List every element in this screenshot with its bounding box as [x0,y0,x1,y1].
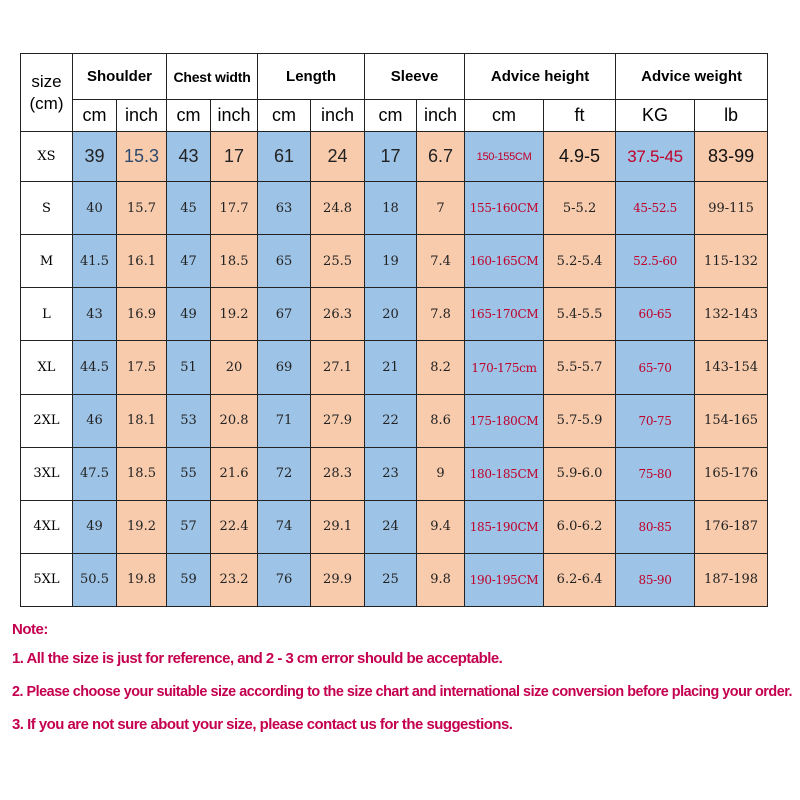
header-row-groups [21,54,768,100]
table-cell: 19.8 [117,553,167,606]
table-cell: 23 [365,447,417,500]
table-cell: 39 [73,132,117,182]
table-cell: 52.5-60 [616,235,695,288]
table-cell: 99-115 [695,182,768,235]
table-cell: 16.9 [117,288,167,341]
table-row [21,553,768,606]
table-cell: 49 [73,500,117,553]
table-cell: 9.4 [417,500,465,553]
table-cell: 170-175cm [465,341,544,394]
table-cell: 41.5 [73,235,117,288]
table-cell: 20 [365,288,417,341]
table-cell: 47 [167,235,211,288]
table-cell: 75-80 [616,447,695,500]
notes-title: Note: [12,621,48,638]
table-cell: 7.8 [417,288,465,341]
note-line: 2. Please choose your suitable size according to the size chart and international size conversion before placing your order. [12,683,793,700]
table-cell: 26.3 [311,288,365,341]
unit-header: KG [616,100,695,132]
table-cell: 29.9 [311,553,365,606]
table-cell: 155-160CM [465,182,544,235]
table-cell: 28.3 [311,447,365,500]
table-cell: 49 [167,288,211,341]
table-cell: 6.0-6.2 [544,500,616,553]
size-label: XS [21,132,73,182]
table-cell: 37.5-45 [616,132,695,182]
table-cell: 19 [365,235,417,288]
table-cell: 5.9-6.0 [544,447,616,500]
table-cell: 27.9 [311,394,365,447]
table-cell: 20 [211,341,258,394]
table-cell: 175-180CM [465,394,544,447]
table-cell: 143-154 [695,341,768,394]
table-row [21,132,768,182]
table-cell: 50.5 [73,553,117,606]
table-cell: 9.8 [417,553,465,606]
table-cell: 69 [258,341,311,394]
table-cell: 24.8 [311,182,365,235]
table-cell: 17 [211,132,258,182]
table-cell: 160-165CM [465,235,544,288]
table-cell: 43 [167,132,211,182]
unit-header: inch [211,100,258,132]
table-cell: 15.7 [117,182,167,235]
header-row-units [21,100,768,132]
table-cell: 23.2 [211,553,258,606]
unit-header: lb [695,100,768,132]
table-cell: 18 [365,182,417,235]
unit-header: cm [73,100,117,132]
table-cell: 24 [311,132,365,182]
unit-header: inch [417,100,465,132]
table-row [21,288,768,341]
table-cell: 85-90 [616,553,695,606]
table-cell: 71 [258,394,311,447]
table-cell: 16.1 [117,235,167,288]
corner-unit-label: (cm) [29,93,64,113]
note-line: 3. If you are not sure about your size, please contact us for the suggestions. [12,716,513,733]
table-cell: 70-75 [616,394,695,447]
size-label: M [21,235,73,288]
table-cell: 9 [417,447,465,500]
table-cell: 46 [73,394,117,447]
table-cell: 19.2 [211,288,258,341]
unit-header: inch [311,100,365,132]
table-cell: 7 [417,182,465,235]
table-cell: 24 [365,500,417,553]
table-cell: 21.6 [211,447,258,500]
table-cell: 61 [258,132,311,182]
size-label: 5XL [21,553,73,606]
table-cell: 83-99 [695,132,768,182]
table-cell: 22 [365,394,417,447]
table-cell: 80-85 [616,500,695,553]
table-row [21,235,768,288]
header-advice-height: Advice height [465,54,616,100]
table-row [21,182,768,235]
table-cell: 45-52.5 [616,182,695,235]
table-cell: 165-176 [695,447,768,500]
unit-header: ft [544,100,616,132]
table-cell: 185-190CM [465,500,544,553]
size-label: S [21,182,73,235]
table-cell: 72 [258,447,311,500]
table-cell: 154-165 [695,394,768,447]
size-unit-header [21,54,73,132]
header-chest-width: Chest width [167,54,258,100]
note-line: 1. All the size is just for reference, and 2 - 3 cm error should be acceptable. [12,650,503,667]
table-cell: 18.5 [211,235,258,288]
table-cell: 65 [258,235,311,288]
size-label: 3XL [21,447,73,500]
table-row [21,447,768,500]
table-cell: 190-195CM [465,553,544,606]
table-cell: 53 [167,394,211,447]
table-cell: 15.3 [117,132,167,182]
header-length: Length [258,54,365,100]
table-cell: 18.1 [117,394,167,447]
table-cell: 51 [167,341,211,394]
table-cell: 165-170CM [465,288,544,341]
table-cell: 25 [365,553,417,606]
table-cell: 47.5 [73,447,117,500]
table-cell: 57 [167,500,211,553]
header-shoulder: Shoulder [73,54,167,100]
table-cell: 20.8 [211,394,258,447]
size-label: L [21,288,73,341]
unit-header: cm [258,100,311,132]
table-row [21,394,768,447]
unit-header: cm [365,100,417,132]
table-cell: 7.4 [417,235,465,288]
table-cell: 132-143 [695,288,768,341]
table-cell: 76 [258,553,311,606]
size-label: XL [21,341,73,394]
table-cell: 74 [258,500,311,553]
table-cell: 5-5.2 [544,182,616,235]
size-label: 2XL [21,394,73,447]
table-cell: 40 [73,182,117,235]
table-cell: 55 [167,447,211,500]
table-cell: 5.2-5.4 [544,235,616,288]
unit-header: inch [117,100,167,132]
table-cell: 44.5 [73,341,117,394]
table-cell: 150-155CM [465,132,544,182]
unit-header: cm [167,100,211,132]
table-cell: 25.5 [311,235,365,288]
table-cell: 45 [167,182,211,235]
table-cell: 67 [258,288,311,341]
size-label: 4XL [21,500,73,553]
table-cell: 22.4 [211,500,258,553]
table-cell: 18.5 [117,447,167,500]
notes-section [12,618,797,741]
table-cell: 4.9-5 [544,132,616,182]
table-cell: 63 [258,182,311,235]
table-cell: 65-70 [616,341,695,394]
table-cell: 5.5-5.7 [544,341,616,394]
table-cell: 8.6 [417,394,465,447]
table-cell: 8.2 [417,341,465,394]
table-cell: 59 [167,553,211,606]
table-cell: 17.7 [211,182,258,235]
table-cell: 6.7 [417,132,465,182]
table-cell: 187-198 [695,553,768,606]
table-cell: 6.2-6.4 [544,553,616,606]
table-cell: 27.1 [311,341,365,394]
table-row [21,500,768,553]
corner-size-label: size [31,71,62,91]
table-cell: 17.5 [117,341,167,394]
header-advice-weight: Advice weight [616,54,768,100]
table-cell: 60-65 [616,288,695,341]
table-cell: 5.4-5.5 [544,288,616,341]
table-cell: 19.2 [117,500,167,553]
table-cell: 21 [365,341,417,394]
table-cell: 115-132 [695,235,768,288]
table-cell: 29.1 [311,500,365,553]
size-chart-table [20,53,768,607]
table-row [21,341,768,394]
table-cell: 5.7-5.9 [544,394,616,447]
table-cell: 43 [73,288,117,341]
table-cell: 180-185CM [465,447,544,500]
table-cell: 176-187 [695,500,768,553]
table-cell: 17 [365,132,417,182]
header-sleeve: Sleeve [365,54,465,100]
unit-header: cm [465,100,544,132]
